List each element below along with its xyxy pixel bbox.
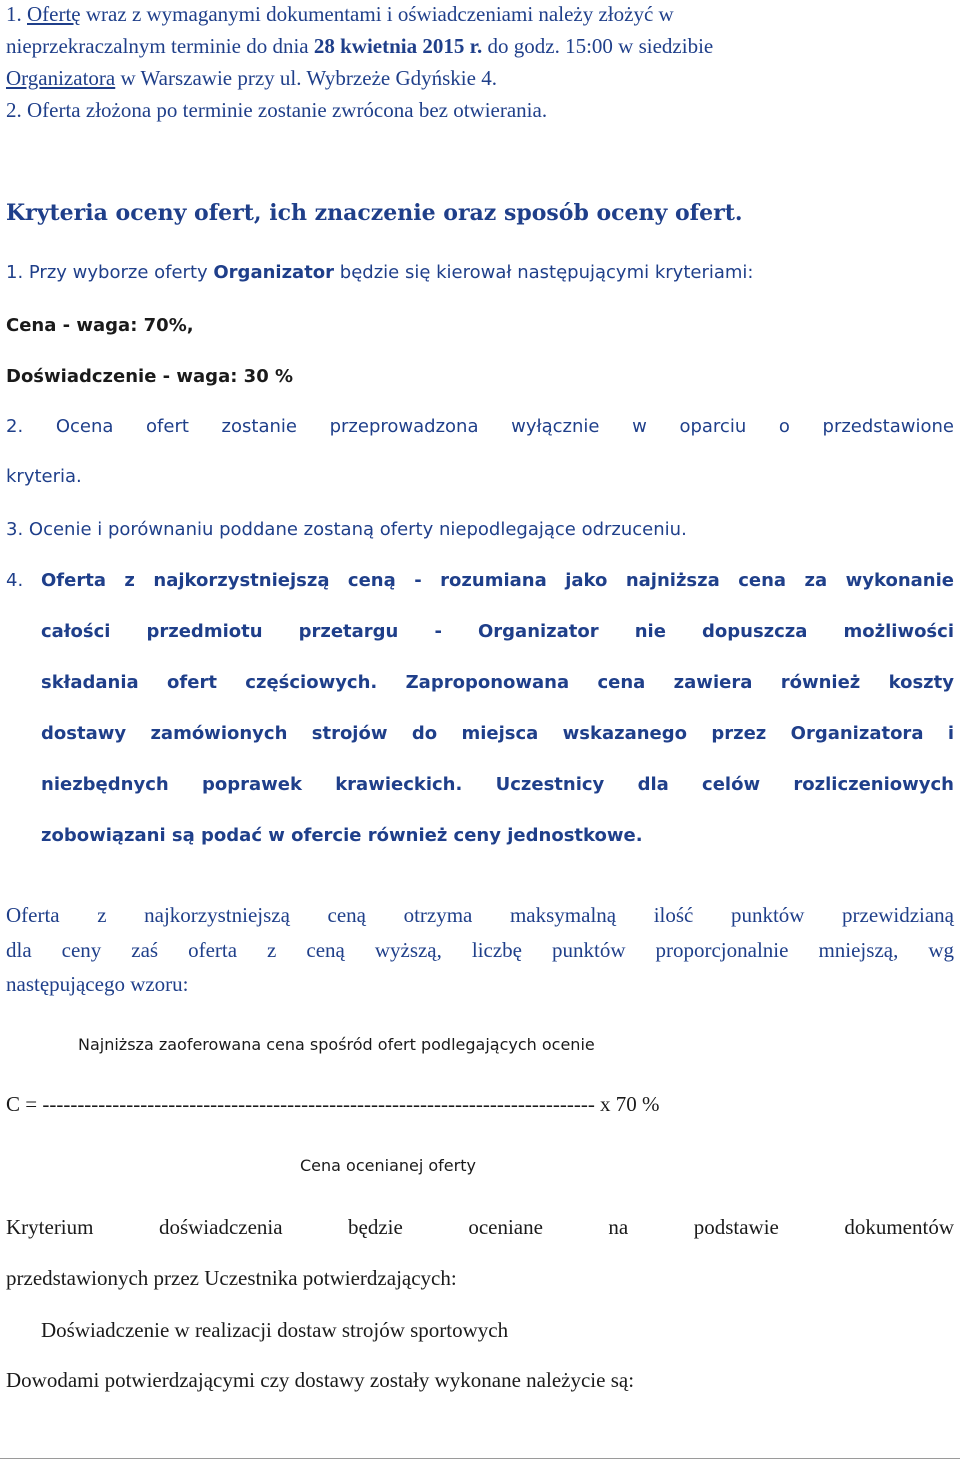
experience-line-2: przedstawionych przez Uczestnika potwierdzających:	[6, 1266, 457, 1290]
formula-numerator: Najniższa zaoferowana cena spośród ofert podlegających ocenie	[78, 1035, 595, 1054]
late-offer-note: 2. Oferta złożona po terminie zostanie zwrócona bez otwierania.	[6, 98, 548, 122]
scoring-para-line-2: dla ceny zaś oferta z ceną wyższą, liczbę punktów proporcjonalnie mniejszą, wg	[6, 938, 954, 962]
deadline-text: nieprzekraczalnym terminie do dnia	[6, 34, 314, 58]
deadline-time-text: do godz. 15:00 w siedzibie	[482, 34, 714, 58]
offer-word: Ofertę	[27, 2, 81, 26]
offer-deadline-line-1	[6, 2, 954, 27]
criteria-item-4-line-3: składania ofert częściowych. Zaproponowana cena zawiera również koszty	[41, 672, 954, 693]
formula-denominator: Cena ocenianej oferty	[300, 1156, 476, 1175]
experience-item: Doświadczenie w realizacji dostaw strojów sportowych	[41, 1318, 509, 1342]
address-text: w Warszawie przy ul. Wybrzeże Gdyńskie 4.	[115, 66, 497, 90]
deadline-date: 28 kwietnia 2015 r.	[313, 34, 483, 58]
criteria-item-4-line-1: Oferta z najkorzystniejszą ceną - rozumiana jako najniższa cena za wykonanie	[41, 570, 954, 591]
criteria-item-2-line-1: 2. Ocena ofert zostanie przeprowadzona wyłącznie w oparciu o przedstawione	[6, 416, 954, 437]
price-weight: Cena - waga: 70%,	[6, 315, 194, 336]
criteria-item-4-line-4: dostawy zamówionych strojów do miejsca wskazanego przez Organizatora i	[41, 723, 954, 744]
criteria-intro-text: 1. Przy wyborze oferty	[6, 262, 214, 283]
experience-line-3: Dowodami potwierdzającymi czy dostawy zostały wykonane należycie są:	[6, 1368, 635, 1392]
item-number: 1.	[6, 2, 27, 26]
formula-line: C = ------------------------------------------------------------------------------- x 70 %	[6, 1092, 660, 1116]
organizer-link-text: Organizatora	[6, 66, 116, 90]
offer-deadline-line-2	[6, 34, 713, 59]
experience-line-1: Kryterium doświadczenia będzie oceniane na podstawie dokumentów	[6, 1215, 954, 1239]
organizer-name: Organizator	[213, 262, 335, 283]
criteria-item-4-line-5: niezbędnych poprawek krawieckich. Uczestnicy dla celów rozliczeniowych	[41, 774, 954, 795]
offer-deadline-line-3	[6, 66, 497, 91]
criteria-intro-tail: będzie się kierował następującymi kryteriami:	[334, 262, 754, 283]
criteria-item-4-line-2: całości przedmiotu przetargu - Organizator nie dopuszcza możliwości	[41, 621, 954, 642]
criteria-heading: Kryteria oceny ofert, ich znaczenie oraz sposób oceny ofert.	[6, 200, 743, 226]
criteria-item-3: 3. Ocenie i porównaniu poddane zostaną oferty niepodlegające odrzuceniu.	[6, 519, 687, 540]
scoring-para-line-3: następującego wzoru:	[6, 972, 189, 996]
scoring-para-line-1: Oferta z najkorzystniejszą ceną otrzyma maksymalną ilość punktów przewidzianą	[6, 903, 954, 927]
offer-deadline-text: wraz z wymaganymi dokumentami i oświadczeniami należy złożyć w	[80, 2, 674, 26]
experience-weight: Doświadczenie - waga: 30 %	[6, 366, 294, 387]
criteria-item-2-line-2: kryteria.	[6, 466, 82, 487]
criteria-item-4-number: 4.	[6, 570, 24, 591]
footer-divider	[0, 1458, 960, 1459]
criteria-item-4-line-6: zobowiązani są podać w ofercie również ceny jednostkowe.	[41, 825, 643, 846]
criteria-intro	[6, 262, 753, 283]
